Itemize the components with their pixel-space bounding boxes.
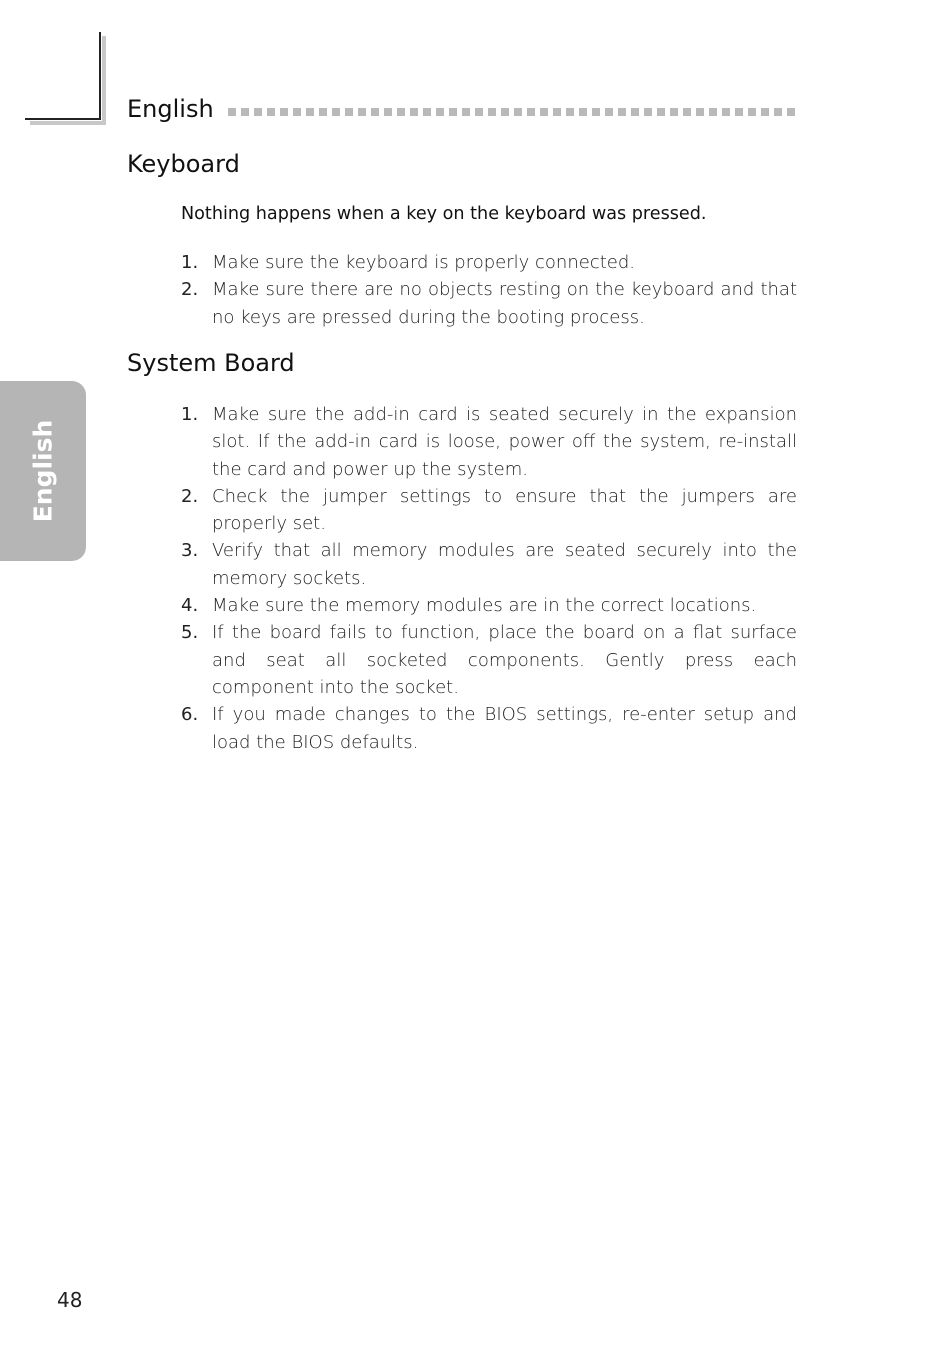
dotted-rule [228, 108, 797, 116]
keyboard-steps [181, 249, 797, 331]
step-text: Make sure the add-in card is seated securely in the expansion slot. If the add-in card is loose, power off the system, re-install the card and power up the system. [212, 404, 797, 480]
list-item [181, 483, 797, 538]
list-item [181, 701, 797, 756]
language-side-tab [0, 381, 86, 561]
section-title-keyboard: Keyboard [127, 150, 240, 178]
step-number: 1. [181, 404, 199, 425]
step-text: Make sure there are no objects resting on the keyboard and that no keys are pressed during the booting process. [212, 279, 797, 328]
step-number: 3. [181, 540, 199, 562]
system-board-steps [181, 401, 797, 756]
list-item [181, 401, 797, 483]
step-text: Check the jumper settings to ensure that the jumpers are properly set. [212, 485, 797, 535]
corner-mark-shadow-horizontal [30, 121, 106, 125]
step-text: Verify that all memory modules are seated securely into the memory sockets. [212, 540, 797, 589]
step-number: 2. [181, 279, 199, 301]
step-number: 4. [181, 595, 199, 617]
keyboard-symptom: Nothing happens when a key on the keyboard was pressed. [181, 204, 707, 224]
header-title: English [127, 95, 214, 123]
list-item [181, 249, 797, 276]
step-text: If you made changes to the BIOS settings, re-enter setup and load the BIOS defaults. [212, 704, 797, 753]
step-number: 6. [181, 704, 199, 726]
corner-mark-shadow-vertical [102, 36, 106, 124]
list-item [181, 619, 797, 701]
step-number: 1. [181, 252, 199, 273]
corner-mark-vertical [99, 32, 101, 118]
list-item [181, 537, 797, 592]
page-header [127, 92, 797, 126]
list-item [181, 276, 797, 331]
step-text: Make sure the memory modules are in the correct locations. [212, 595, 757, 617]
page-number: 48 [57, 1288, 83, 1312]
step-text: Make sure the keyboard is properly connected. [212, 252, 635, 273]
step-number: 5. [181, 622, 199, 644]
side-tab-label: English [28, 419, 58, 523]
corner-mark-horizontal [25, 118, 101, 120]
step-number: 2. [181, 485, 199, 507]
list-item [181, 592, 797, 619]
step-text: If the board fails to function, place the board on a flat surface and seat all socketed components. Gently press each component into the socket. [212, 622, 797, 698]
section-title-system-board: System Board [127, 349, 295, 377]
